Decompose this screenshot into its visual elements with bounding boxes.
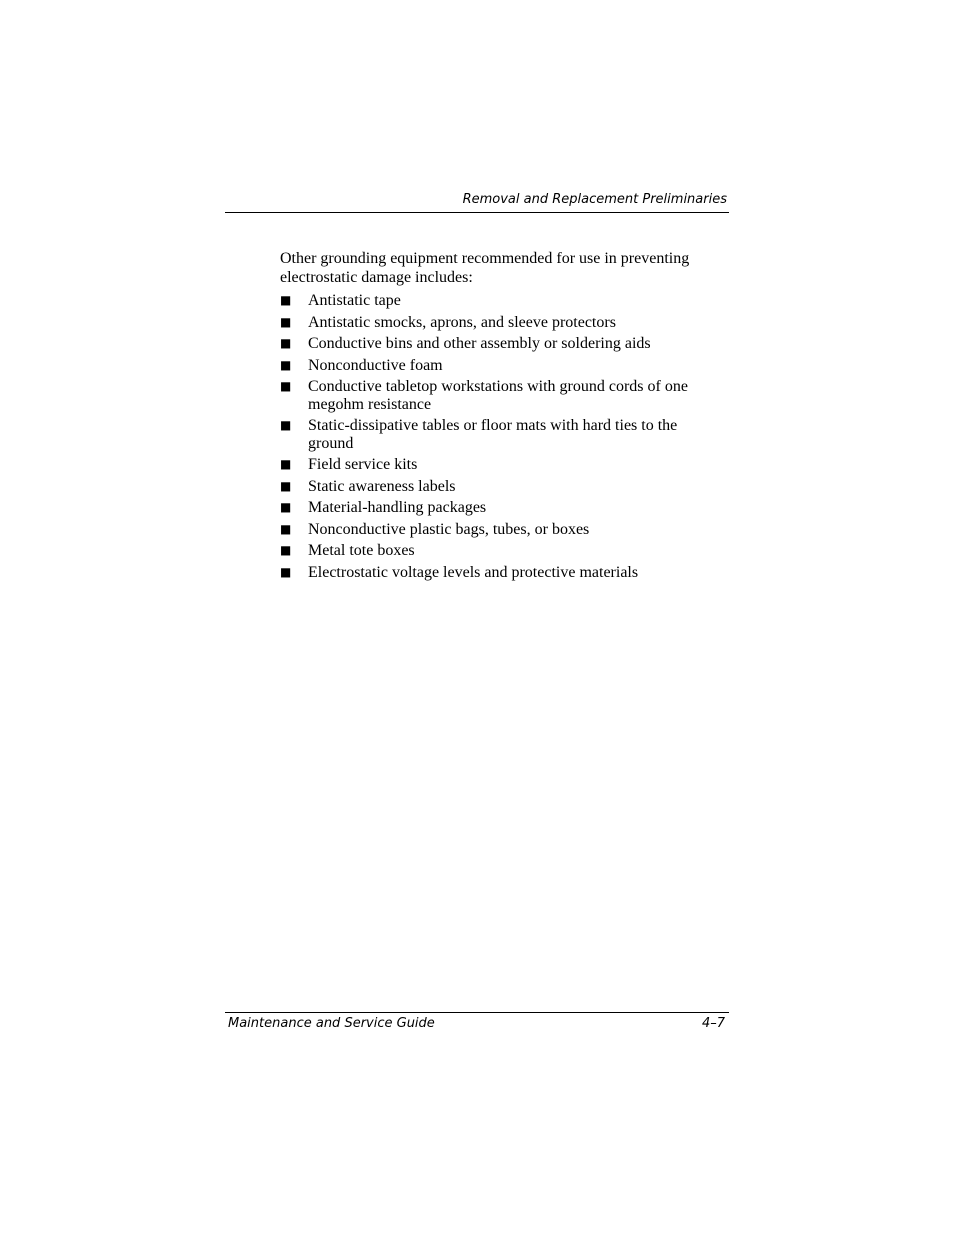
list-item-text: Static-dissipative tables or floor mats with hard ties to the ground — [308, 417, 678, 452]
list-item — [280, 456, 730, 474]
list-item — [280, 378, 730, 413]
square-bullet-icon: ■ — [280, 336, 292, 350]
square-bullet-icon: ■ — [280, 293, 292, 307]
running-header — [225, 191, 729, 213]
equipment-list — [280, 292, 730, 581]
list-item-text: Static awareness labels — [308, 477, 456, 495]
list-item-text: Metal tote boxes — [308, 542, 415, 559]
list-item — [280, 292, 730, 310]
list-item-text: Field service kits — [308, 456, 418, 473]
list-item-text: Antistatic smocks, aprons, and sleeve protectors — [308, 313, 616, 331]
page-number: 4–7 — [701, 1016, 725, 1031]
list-item-text: Conductive tabletop workstations with ground cords of one megohm resistance — [308, 378, 688, 413]
list-item — [280, 478, 730, 496]
square-bullet-icon: ■ — [280, 418, 292, 432]
square-bullet-icon: ■ — [280, 500, 292, 514]
square-bullet-icon: ■ — [280, 543, 292, 557]
list-item-text: Conductive bins and other assembly or soldering aids — [308, 335, 651, 352]
square-bullet-icon: ■ — [280, 314, 292, 329]
list-item-text: Nonconductive foam — [308, 356, 443, 374]
list-item — [280, 335, 730, 353]
list-item-text: Electrostatic voltage levels and protective materials — [308, 563, 639, 581]
list-item — [280, 521, 730, 539]
list-item — [280, 314, 730, 332]
intro-paragraph: Other grounding equipment recommended for use in preventing electrostatic damage includes: — [280, 250, 690, 286]
square-bullet-icon: ■ — [280, 357, 292, 372]
square-bullet-icon: ■ — [280, 478, 292, 493]
list-item-text: Nonconductive plastic bags, tubes, or boxes — [308, 520, 590, 538]
list-item — [280, 542, 730, 560]
list-item-text: Material-handling packages — [308, 499, 487, 516]
list-item — [280, 499, 730, 517]
section-title: Removal and Replacement Preliminaries — [462, 192, 727, 207]
page-content — [280, 249, 730, 585]
list-item — [280, 417, 730, 452]
square-bullet-icon: ■ — [280, 379, 292, 393]
square-bullet-icon: ■ — [280, 564, 292, 579]
square-bullet-icon: ■ — [280, 457, 292, 471]
running-footer — [225, 1012, 729, 1035]
list-item-text: Antistatic tape — [308, 292, 401, 309]
guide-title: Maintenance and Service Guide — [228, 1016, 435, 1031]
list-item — [280, 564, 730, 582]
list-item — [280, 357, 730, 375]
square-bullet-icon: ■ — [280, 521, 292, 536]
